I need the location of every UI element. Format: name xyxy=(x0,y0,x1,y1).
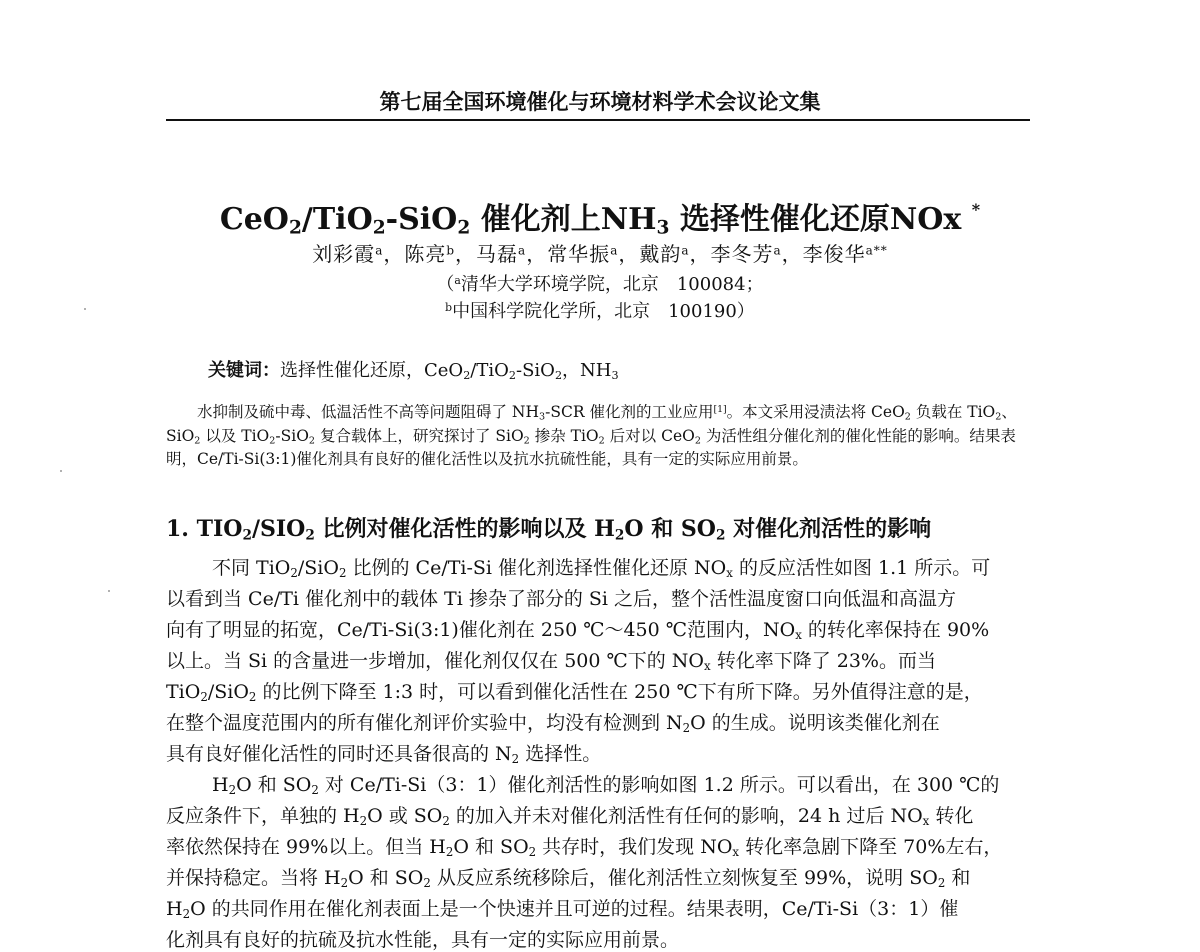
body-line: 并保持稳定。当将 $H_2O$ 和 $SO_2$ 从反应系统移除后，催化剂活性立刻恢复至 99%，说明 $SO_2$ 和 xyxy=(166,867,971,890)
body-line: 具有良好催化活性的同时还具备很高的 $N_2$ 选择性。 xyxy=(166,743,602,766)
affiliation: $^b$中国科学院化学所，北京 100190） xyxy=(445,301,755,322)
running-header: 第七届全国环境催化与环境材料学术会议论文集 xyxy=(379,89,821,114)
body-line: 在整个温度范围内的所有催化剂评价实验中，均没有检测到 $N_2O$ 的生成。说明该类催化剂在 xyxy=(166,712,940,735)
author-list: 刘彩霞$^a$，陈亮$^b$，马磊$^a$，常华振$^a$，戴韵$^a$，李冬芳$^a$，李俊华$^{a**}$ xyxy=(312,242,888,266)
author: 李俊华 xyxy=(802,242,866,266)
section-heading: 1. $TIO_2/SIO_2$ 比例对催化活性的影响以及 $H_2O$ 和 $SO_2$ 对催化剂活性的影响 xyxy=(166,516,932,544)
paper-title: CeO$_2$/TiO$_2$-SiO$_2$ 催化剂上$NH_3$ 选择性催化还原NOx * xyxy=(219,200,981,239)
header-rule xyxy=(166,119,1030,121)
author: 马磊 xyxy=(476,242,519,266)
body-line: 化剂具有良好的抗硫及抗水性能，具有一定的实际应用前景。 xyxy=(166,929,680,951)
keywords-label: 关键词： xyxy=(208,360,280,381)
author: 李冬芳 xyxy=(710,242,774,266)
scan-speck xyxy=(60,470,62,472)
body-line: 向有了明显的拓宽，Ce/Ti-Si(3:1)催化剂在 250 ℃～450 ℃范围内，$NO_x$ 的转化率保持在 90% xyxy=(166,619,990,642)
author: 戴韵 xyxy=(639,242,682,266)
title-footnote-mark: * xyxy=(971,200,981,219)
body-line: 以上。当 Si 的含量进一步增加，催化剂仅仅在 500 ℃下的 $NO_x$ 转化率下降了 23%。而当 xyxy=(166,650,936,673)
keywords-text: 选择性催化还原，CeO$_2$/TiO$_2$-SiO$_2$，$NH_3$ xyxy=(280,360,619,382)
scan-speck xyxy=(108,590,110,592)
body-line: $H_2O$ 的共同作用在催化剂表面上是一个快速并且可逆的过程。结果表明，Ce/Ti-Si（3：1）催 xyxy=(166,898,959,921)
affiliation: （$^a$清华大学环境学院，北京 100084； xyxy=(436,274,764,295)
author: 陈亮 xyxy=(404,242,447,266)
body-line: 不同 TiO$_2$/SiO$_2$ 比例的 Ce/Ti-Si 催化剂选择性催化还原 $NO_x$ 的反应活性如图 1.1 所示。可 xyxy=(212,557,991,580)
author: 常华振 xyxy=(547,242,611,266)
keywords xyxy=(208,356,619,382)
body-line: TiO$_2$/SiO$_2$ 的比例下降至 1:3 时，可以看到催化活性在 250 ℃下有所下降。另外值得注意的是， xyxy=(166,681,983,704)
scan-speck xyxy=(84,308,86,310)
body-line: $H_2O$ 和 $SO_2$ 对 Ce/Ti-Si（3：1）催化剂活性的影响如图 1.2 所示。可以看出，在 300 ℃的 xyxy=(212,774,1000,797)
body-line: 率依然保持在 99%以上。但当 $H_2O$ 和 $SO_2$ 共存时，我们发现 $NO_x$ 转化率急剧下降至 70%左右， xyxy=(166,836,1003,859)
body-line: 以看到当 Ce/Ti 催化剂中的载体 Ti 掺杂了部分的 Si 之后，整个活性温度窗口向低温和高温方 xyxy=(166,588,957,610)
intro-paragraph: 水抑制及硫中毒、低温活性不高等问题阻碍了 $NH_3$-SCR 催化剂的工业应用[1]。本文采用浸渍法将 CeO$_2$ 负载在 TiO$_2$、SiO$_2$ 以及 TiO$_2$-SiO$_2$ 复合载体上，研究探讨了 SiO$_2$ 掺杂 TiO$_2$ 后对以 CeO$_2$ 为活性组分催化剂的催化性能的影响。结果表明，Ce/Ti-Si(3:1)催化剂具有良好的催化活性以及抗水抗硫性能，具有一定的实际应用前景。 xyxy=(166,403,1017,469)
body-line: 反应条件下，单独的 $H_2O$ 或 $SO_2$ 的加入并未对催化剂活性有任何的影响，24 h 过后 $NO_x$ 转化 xyxy=(166,805,974,828)
author: 刘彩霞 xyxy=(312,242,376,266)
